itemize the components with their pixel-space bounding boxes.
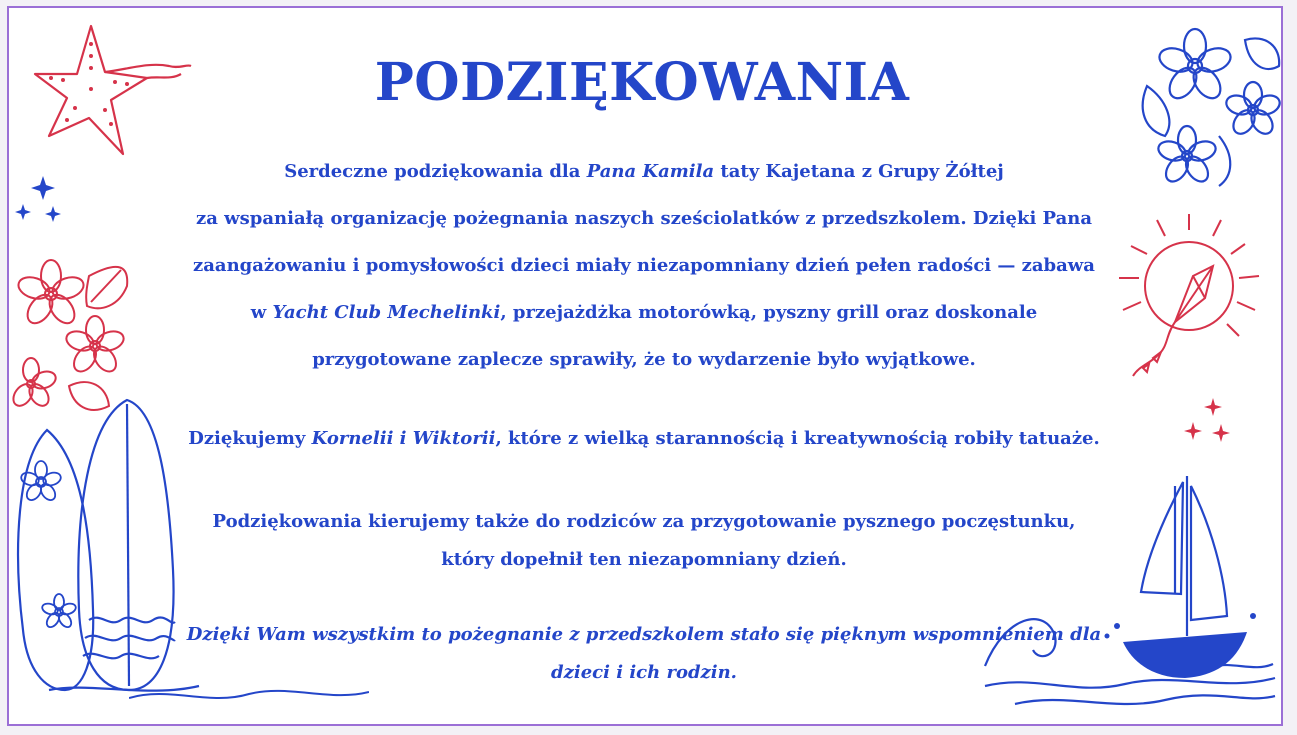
- text-line: zaangażowaniu i pomysłowości dzieci miały niezapomniany dzień pełen radości — zabawa: [193, 255, 1095, 276]
- text-line: [149, 148, 1139, 195]
- text-segment: Dziękujemy: [188, 428, 312, 449]
- text-line: [149, 424, 1139, 454]
- sparkle-icon: [1179, 394, 1239, 454]
- text-line: [149, 289, 1139, 336]
- sparkle-icon: [13, 172, 73, 232]
- paragraph-closing: [149, 616, 1139, 692]
- paragraph-thanks-tattoo: [149, 424, 1139, 454]
- text-segment: , które z wielką starannością i kreatywnością robiły tatuaże.: [495, 428, 1100, 449]
- text-segment: Serdeczne podziękowania dla: [284, 161, 587, 182]
- paragraph-thanks-parents: [149, 503, 1139, 579]
- text-segment: , przejażdżka motorówką, pyszny grill oraz doskonale: [500, 302, 1038, 323]
- text-line: Dzięki Wam wszystkim to pożegnanie z przedszkolem stało się pięknym wspomnieniem dla: [186, 624, 1102, 645]
- text-segment: taty Kajetana z Grupy Żółtej: [714, 161, 1004, 182]
- text-segment: w: [250, 302, 273, 323]
- text-line: Podziękowania kierujemy także do rodziców za przygotowanie pysznego poczęstunku,: [212, 511, 1076, 532]
- paragraph-main: [149, 148, 1139, 383]
- page-frame: [7, 6, 1283, 726]
- text-line: dzieci i ich rodzin.: [551, 662, 737, 683]
- text-emphasis: Pana Kamila: [586, 161, 715, 182]
- text-line: przygotowane zaplecze sprawiły, że to wydarzenie było wyjątkowe.: [312, 349, 976, 370]
- page-title: PODZIĘKOWANIA: [374, 52, 910, 113]
- text-emphasis: Yacht Club Mechelinki: [272, 302, 501, 323]
- text-line: który dopełnił ten niezapomniany dzień.: [441, 549, 847, 570]
- text-line: za wspaniałą organizację pożegnania naszych sześciolatków z przedszkolem. Dzięki Pana: [195, 208, 1093, 229]
- text-emphasis: Kornelii i Wiktorii: [311, 428, 496, 449]
